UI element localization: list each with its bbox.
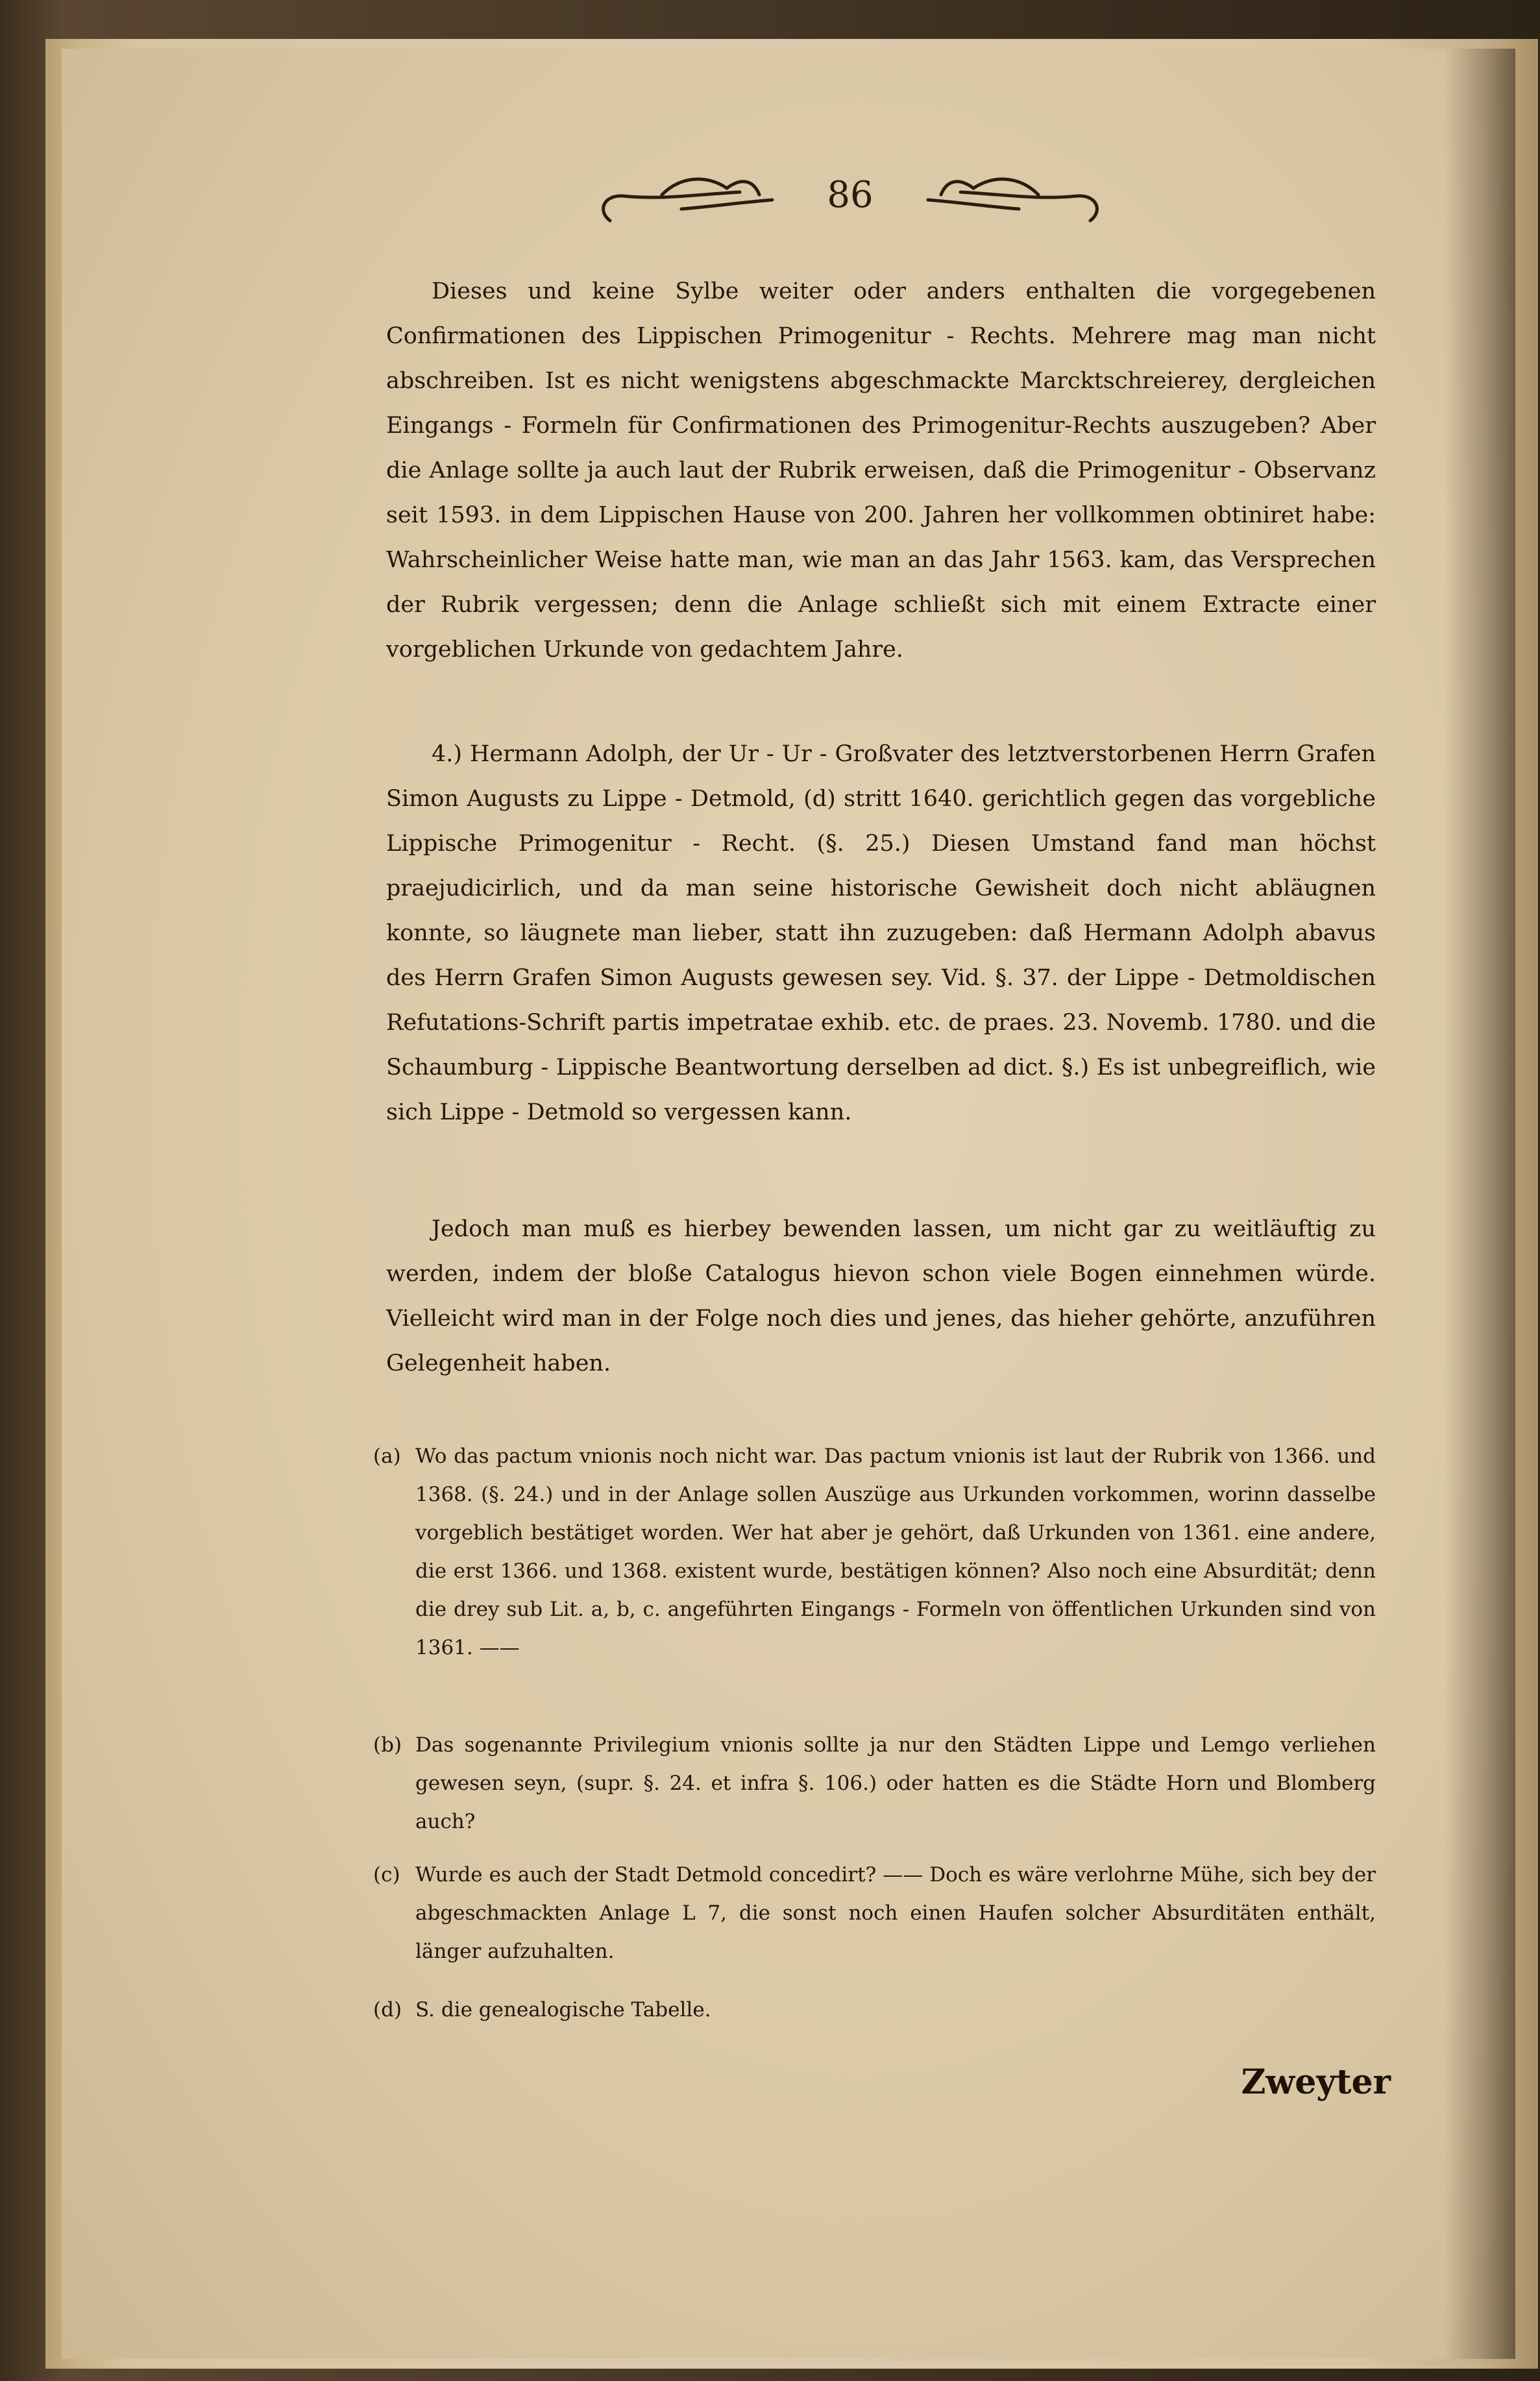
footnote-mark: (c) xyxy=(373,1863,400,1886)
footnote-text: Das sogenannte Privilegium vnionis sollte ja nur den Städten Lippe und Lemgo verliehen gewesen seyn, (supr. §. 24. et infra §. 106.) oder hatten es die Städte Horn und Blomberg auch? xyxy=(415,1733,1376,1833)
footnote-text: Wurde es auch der Stadt Detmold concedirt? —— Doch es wäre verlohrne Mühe, sich bey der abgeschmackten Anlage L 7, die sonst noch einen Haufen solcher Absurditäten enthält, länger aufzuhalten. xyxy=(415,1863,1376,1963)
paragraph-3 xyxy=(386,1207,1376,1386)
paragraph-1 xyxy=(386,269,1376,672)
paragraph-text: Dieses und keine Sylbe weiter oder anders enthalten die vorgegebenen Confirmationen des Lippischen Primogenitur - Rechts. Mehrere mag man nicht abschreiben. Ist es nicht wenigstens abgeschmackte Marcktschreierey, dergleichen Eingangs - Formeln für Confirmationen des Primogenitur-Rechts auszugeben? Aber die Anlage sollte ja auch laut der Rubrik erweisen, daß die Primogenitur - Observanz seit 1593. in dem Lippischen Hause von 200. Jahren her vollkommen obtiniret habe: Wahrscheinlicher Weise hatte man, wie man an das Jahr 1563. kam, das Versprechen der Rubrik vergessen; denn die Anlage schließt sich mit einem Extracte einer vorgeblichen Urkunde von gedachtem Jahre. xyxy=(386,278,1376,663)
page-number: 86 xyxy=(827,174,874,216)
footnote-b xyxy=(373,1726,1376,1841)
footnote-mark: (b) xyxy=(373,1733,402,1757)
footnote-mark: (a) xyxy=(373,1445,401,1468)
paragraph-text: 4.) Hermann Adolph, der Ur - Ur - Großvater des letztverstorbenen Herrn Grafen Simon Augusts zu Lippe - Detmold, (d) stritt 1640. gerichtlich gegen das vorgebliche Lippische Primogenitur - Recht. (§. 25.) Diesen Umstand fand man höchst praejudicirlich, und da man seine historische Gewisheit doch nicht abläugnen konnte, so läugnete man lieber, statt ihn zuzugeben: daß Hermann Adolph abavus des Herrn Grafen Simon Augusts gewesen sey. Vid. §. 37. der Lippe - Detmoldischen Refutations-Schrift partis impetratae exhib. etc. de praes. 23. Novemb. 1780. und die Schaumburg - Lippische Beantwortung derselben ad dict. §.) Es ist unbegreiflich, wie sich Lippe - Detmold so vergessen kann. xyxy=(386,741,1376,1125)
footnote-text: Wo das pactum vnionis noch nicht war. Das pactum vnionis ist laut der Rubrik von 1366. und 1368. (§. 24.) und in der Anlage sollen Auszüge aus Urkunden vorkommen, worinn dasselbe vorgeblich bestätiget worden. Wer hat aber je gehört, daß Urkunden von 1361. eine andere, die erst 1366. und 1368. existent wurde, bestätigen können? Also noch eine Absurdität; denn die drey sub Lit. a, b, c. angeführten Eingangs - Formeln von öffentlichen Urkunden sind von 1361. —— xyxy=(415,1445,1376,1659)
footnote-mark: (d) xyxy=(373,1998,402,2021)
catchword: Zweyter xyxy=(1241,2062,1391,2102)
paragraph-2 xyxy=(386,732,1376,1135)
page-gutter-shadow xyxy=(1444,49,1515,2359)
footnote-text: S. die genealogische Tabelle. xyxy=(415,1998,711,2021)
page-header xyxy=(584,149,1116,240)
footnote-d xyxy=(373,1991,1376,2029)
footnote-a xyxy=(373,1437,1376,1667)
footnote-c xyxy=(373,1856,1376,1971)
paragraph-text: Jedoch man muß es hierbey bewenden lassen, um nicht gar zu weitläuftig zu werden, indem der bloße Catalogus hievon schon viele Bogen einnehmen würde. Vielleicht wird man in der Folge noch dies und jenes, das hieher gehörte, anzuführen Gelegenheit haben. xyxy=(386,1216,1376,1376)
